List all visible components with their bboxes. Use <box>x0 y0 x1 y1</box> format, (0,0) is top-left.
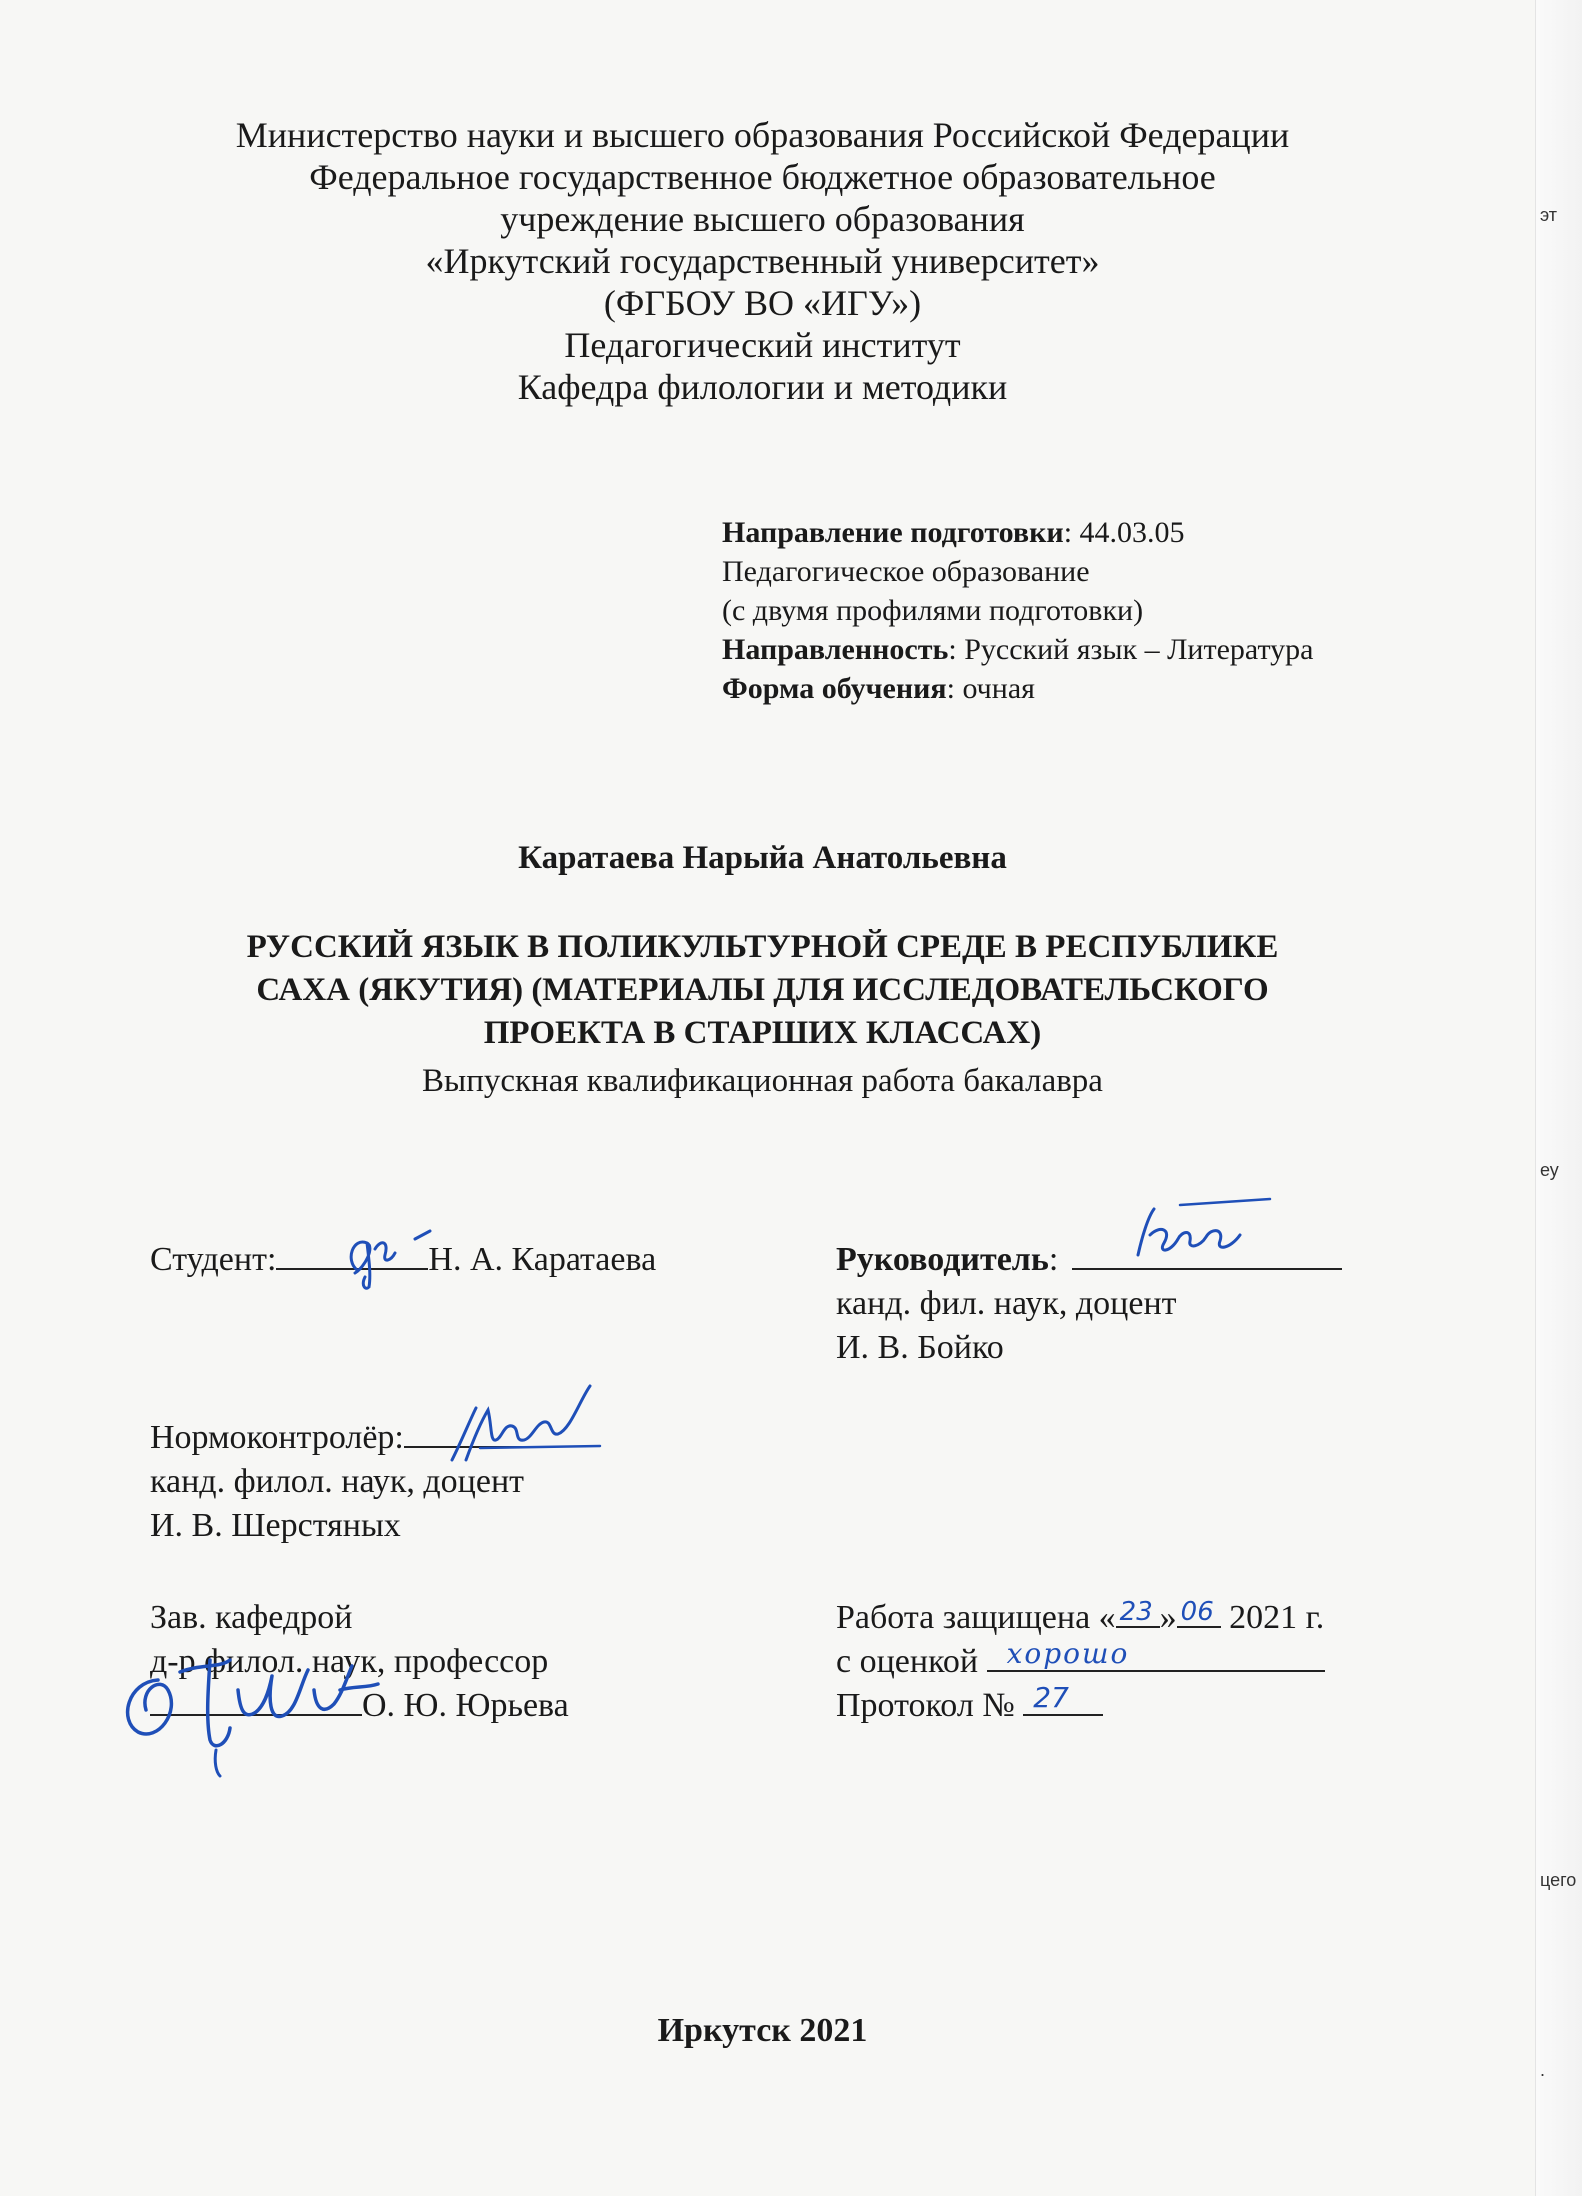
student-signature <box>335 1215 465 1295</box>
title-line: РУССКИЙ ЯЗЫК В ПОЛИКУЛЬТУРНОЙ СРЕДЕ В РЕСПУБЛИКЕ <box>246 929 1279 965</box>
supervisor-signature <box>1120 1195 1280 1275</box>
grade-value: хорошо <box>1006 1637 1130 1670</box>
form-value: : очная <box>946 672 1035 705</box>
grade-label: с оценкой <box>836 1643 979 1680</box>
protocol-label: Протокол № <box>836 1687 1015 1724</box>
department-name: Кафедра филологии и методики <box>517 367 1008 407</box>
institution-header <box>150 114 1375 408</box>
form-label: Форма обучения <box>722 672 947 705</box>
student-label: Студент: <box>150 1241 277 1278</box>
thesis-type: Выпускная квалификационная работа бакалавра <box>422 1063 1103 1099</box>
university-name: «Иркутский государственный университет» <box>425 241 1100 281</box>
normcontrol-signature <box>440 1380 610 1470</box>
ministry-line: Министерство науки и высшего образования Российской Федерации <box>235 115 1290 155</box>
defense-mid: » <box>1159 1599 1177 1636</box>
normcontrol-label: Нормоконтролёр: <box>150 1419 404 1456</box>
institution-type-line: учреждение высшего образования <box>500 199 1025 239</box>
defense-month: 06 <box>1180 1597 1214 1627</box>
edge-fragment: . <box>1540 2060 1546 2080</box>
direction-label: Направление подготовки <box>722 516 1064 549</box>
direction-line <box>722 513 1422 552</box>
head-signature <box>110 1620 400 1780</box>
profile-label: Направленность <box>722 633 949 666</box>
university-abbr: (ФГБОУ ВО «ИГУ») <box>603 283 922 323</box>
profile-value: : Русский язык – Литература <box>948 633 1314 666</box>
head-label: Зав. кафедрой <box>150 1599 353 1636</box>
institute-name: Педагогический институт <box>564 325 961 365</box>
protocol-field <box>1023 1681 1103 1716</box>
title-line: ПРОЕКТА В СТАРШИХ КЛАССАХ) <box>483 1015 1042 1051</box>
supervisor-label: Руководитель <box>836 1241 1049 1278</box>
program-info <box>722 513 1422 708</box>
head-degree: д-р филол. наук, профессор <box>150 1643 549 1680</box>
profile-line <box>722 630 1422 669</box>
protocol-line <box>836 1681 1325 1728</box>
adjacent-page-edge <box>1535 0 1582 2196</box>
grade-field <box>987 1637 1325 1672</box>
author-name: Каратаева Нарыйа Анатольевна <box>518 840 1007 876</box>
edge-fragment: цего <box>1540 1870 1577 1890</box>
protocol-value: 27 <box>1033 1681 1069 1714</box>
normcontrol-degree: канд. филол. наук, доцент <box>150 1463 525 1500</box>
defense-year: 2021 г. <box>1229 1599 1325 1636</box>
federal-line: Федеральное государственное бюджетное образовательное <box>309 157 1216 197</box>
direction-value: : 44.03.05 <box>1063 516 1185 549</box>
defense-month-field <box>1177 1596 1221 1628</box>
supervisor-name: И. В. Бойко <box>836 1329 1004 1366</box>
defense-block <box>836 1596 1325 1728</box>
supervisor-degree: канд. фил. наук, доцент <box>836 1285 1177 1322</box>
grade-line <box>836 1637 1325 1684</box>
supervisor-colon: : <box>1048 1241 1059 1278</box>
edge-fragment: еу <box>1540 1160 1559 1180</box>
thesis-title <box>130 926 1395 1055</box>
title-line: САХА (ЯКУТИЯ) (МАТЕРИАЛЫ ДЛЯ ИССЛЕДОВАТЕЛЬСКОГО <box>256 972 1269 1008</box>
form-line <box>722 669 1422 708</box>
edge-fragment: эт <box>1540 205 1558 225</box>
defense-day-field <box>1116 1596 1160 1628</box>
direction-line-2: Педагогическое образование <box>722 555 1090 588</box>
defense-day: 23 <box>1119 1597 1153 1627</box>
normcontrol-name: И. В. Шерстяных <box>150 1507 401 1544</box>
student-name: Н. А. Каратаева <box>428 1241 657 1278</box>
direction-line-3: (с двумя профилями подготовки) <box>722 594 1144 627</box>
head-name: О. Ю. Юрьева <box>362 1687 569 1724</box>
defense-prefix: Работа защищена « <box>836 1599 1116 1636</box>
city-year: Иркутск 2021 <box>657 2012 868 2049</box>
